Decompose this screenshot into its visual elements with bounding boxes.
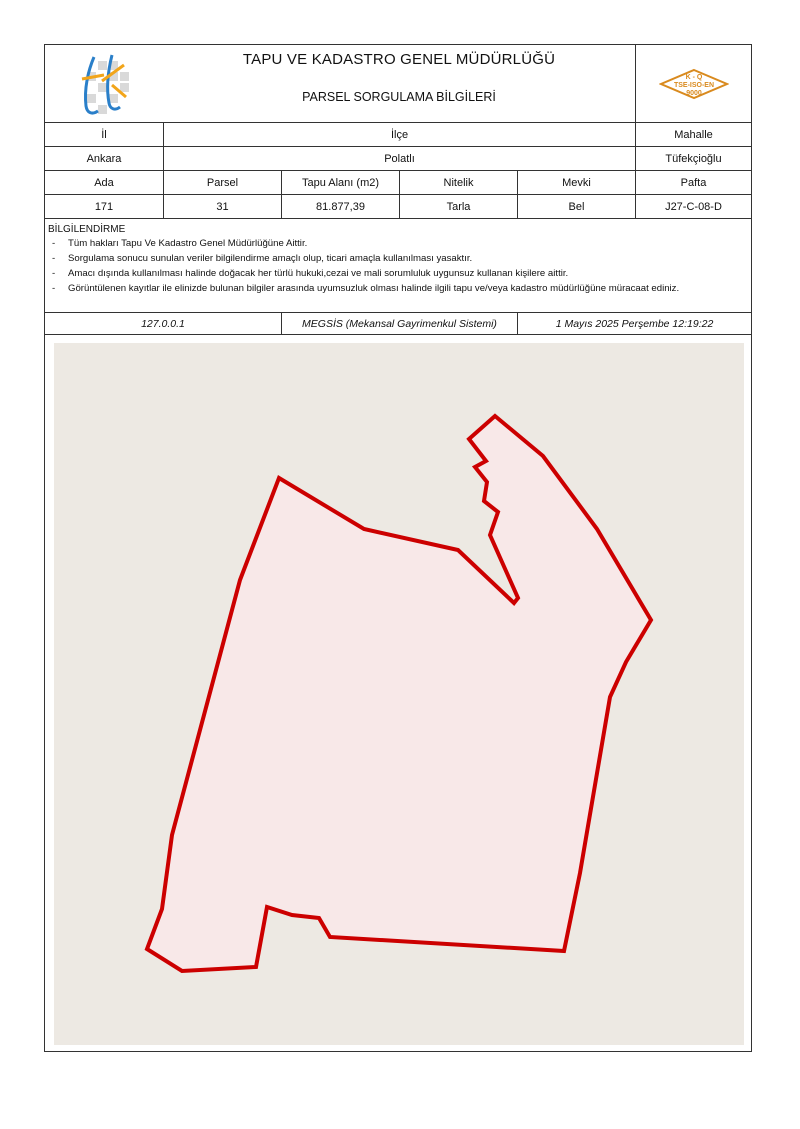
notice-item: - Sorgulama sonucu sunulan veriler bilgilendirme amaçlı olup, ticari amaçla kullanılması yasaktır. (52, 253, 731, 264)
notice-item: - Görüntülenen kayıtlar ile elinizde bulunan bilgiler arasında uyumsuzluk olması halinde ilgili tapu ve/veya kadastro müdürlüğüne müracaat ediniz. (52, 283, 731, 294)
mahalle-label: Mahalle (635, 123, 751, 146)
alan-value: 81.877,39 (281, 195, 399, 218)
ilce-label: İlçe (163, 123, 635, 146)
location-label-row (45, 123, 751, 147)
document-sheet (44, 44, 752, 1052)
parcel-polygon[interactable] (147, 416, 651, 971)
parsel-label: Parsel (163, 171, 281, 194)
il-value: Ankara (86, 152, 122, 165)
alan-label: Tapu Alanı (m2) (281, 171, 399, 194)
parcel-value-row (45, 195, 751, 219)
header-row (45, 45, 751, 123)
parcel-label-row (45, 171, 751, 195)
notice-item: - Tüm hakları Tapu Ve Kadastro Genel Müdürlüğüne Aittir. (52, 238, 731, 249)
notice-item: - Amacı dışında kullanılması halinde doğacak her türlü hukuki,cezai ve mali sorumluluk uygunsuz kullanan kişilere aittir. (52, 268, 731, 279)
notice-title: BİLGİLENDİRME (48, 224, 126, 235)
page-subtitle: PARSEL SORGULAMA BİLGİLERİ (302, 90, 496, 104)
parsel-value: 31 (163, 195, 281, 218)
svg-text:K - Q: K - Q (685, 73, 702, 81)
mevki-value: Bel (517, 195, 635, 218)
page-title: TAPU VE KADASTRO GENEL MÜDÜRLÜĞÜ (242, 51, 556, 68)
ilce-value: Polatlı (163, 147, 635, 170)
mahalle-value: Tüfekçioğlu (635, 147, 751, 170)
il-label: İl (101, 128, 107, 141)
parcel-map[interactable] (54, 343, 744, 1045)
location-value-row (45, 147, 751, 171)
pafta-label: Pafta (635, 171, 751, 194)
query-datetime: 1 Mayıs 2025 Perşembe 12:19:22 (517, 313, 751, 334)
logo-cell (45, 45, 163, 122)
notice-section (45, 219, 751, 313)
pafta-value: J27-C-08-D (635, 195, 751, 218)
notice-list (52, 238, 731, 298)
mevki-label: Mevki (517, 171, 635, 194)
svg-text:9000: 9000 (685, 89, 702, 97)
cert-cell (635, 45, 751, 122)
ada-value: 171 (94, 200, 114, 213)
ip-address: 127.0.0.1 (141, 317, 185, 330)
tse-certificate-badge (659, 68, 729, 100)
nitelik-value: Tarla (399, 195, 517, 218)
nitelik-label: Nitelik (399, 171, 517, 194)
tkgm-logo-icon (74, 51, 134, 117)
footer-row (45, 313, 751, 335)
parcel-map-canvas (54, 343, 744, 1045)
ada-label: Ada (94, 176, 114, 189)
svg-text:TSE-ISO-EN: TSE-ISO-EN (673, 81, 714, 89)
system-name: MEGSİS (Mekansal Gayrimenkul Sistemi) (281, 313, 517, 334)
